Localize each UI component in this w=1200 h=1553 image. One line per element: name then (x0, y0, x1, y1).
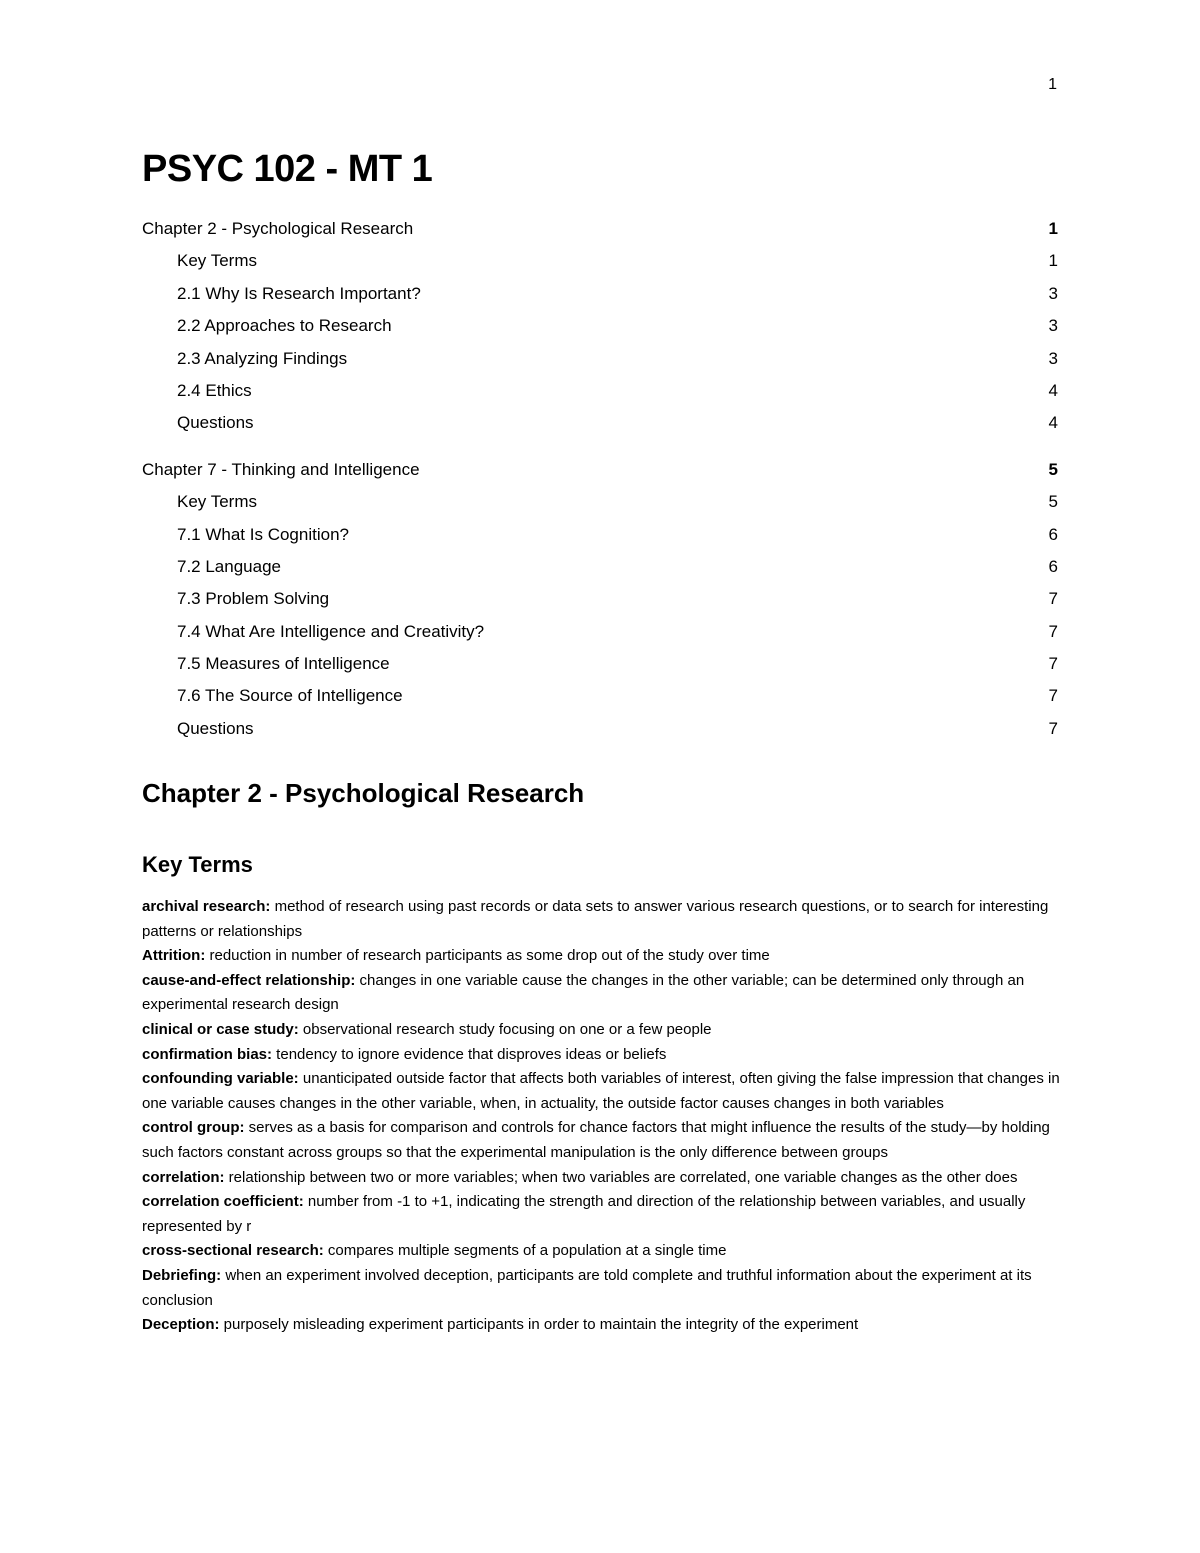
toc-section-entry[interactable] (142, 522, 1058, 554)
toc-entry-page: 7 (1048, 718, 1058, 738)
toc-section-entry[interactable] (142, 683, 1058, 715)
toc-entry-label: 2.2 Approaches to Research (177, 316, 392, 336)
key-term-definition: method of research using past records or data sets to answer various research questions, or to search for interesting patterns or relationships (142, 898, 1049, 940)
key-term-name: cause-and-effect relationship: (142, 971, 356, 989)
toc-entry-page: 7 (1048, 589, 1058, 609)
key-term-entry (142, 1067, 1062, 1116)
toc-section-entry[interactable] (142, 586, 1058, 618)
toc-entry-label: 7.2 Language (177, 556, 281, 576)
toc-entry-page: 5 (1048, 492, 1058, 512)
key-term-entry (142, 1166, 1062, 1191)
toc-section-entry[interactable] (142, 651, 1058, 683)
toc-section-entry[interactable] (142, 248, 1058, 280)
key-term-definition: compares multiple segments of a population at a single time (323, 1242, 727, 1260)
toc-entry-label: Key Terms (177, 492, 257, 512)
toc-section-entry[interactable] (142, 313, 1058, 345)
toc-section-entry[interactable] (142, 619, 1058, 651)
key-term-entry (142, 1190, 1062, 1239)
toc-entry-page: 3 (1048, 316, 1058, 336)
toc-group-gap (142, 443, 1058, 457)
toc-entry-page: 1 (1048, 219, 1058, 238)
toc-entry-page: 7 (1048, 621, 1058, 641)
key-term-definition: unanticipated outside factor that affects both variables of interest, often giving the false impression that changes in one variable causes changes in the other variable, when, in actuality, the outside factor causes changes in both variables (142, 1070, 1060, 1112)
toc-entry-label: 7.1 What Is Cognition? (177, 524, 349, 544)
key-term-name: correlation coefficient: (142, 1193, 304, 1211)
toc-entry-label: 2.3 Analyzing Findings (177, 348, 348, 368)
toc-chapter-entry[interactable] (142, 216, 1058, 248)
key-term-name: cross-sectional research: (142, 1242, 324, 1260)
key-term-name: correlation: (142, 1168, 225, 1186)
toc-entry-label: Questions (177, 718, 254, 738)
key-term-name: Debriefing: (142, 1266, 222, 1284)
key-term-entry (142, 895, 1062, 944)
key-term-name: confounding variable: (142, 1070, 299, 1088)
key-term-name: confirmation bias: (142, 1045, 273, 1063)
toc-entry-page: 5 (1048, 459, 1058, 479)
toc-entry-label: 7.6 The Source of Intelligence (177, 686, 403, 706)
key-term-entry (142, 1043, 1062, 1068)
toc-entry-page: 3 (1048, 348, 1058, 368)
key-term-name: Attrition: (142, 947, 206, 965)
document-title: PSYC 102 - MT 1 (142, 148, 433, 190)
key-term-definition: purposely misleading experiment participants in order to maintain the integrity of the experiment (219, 1316, 859, 1334)
key-term-name: archival research: (142, 898, 271, 915)
toc-section-entry[interactable] (142, 378, 1058, 410)
toc-entry-label: Chapter 2 - Psychological Research (142, 219, 414, 238)
toc-entry-page: 6 (1048, 556, 1058, 576)
toc-entry-label: 2.4 Ethics (177, 380, 252, 400)
key-term-entry (142, 944, 1062, 969)
toc-chapter-entry[interactable] (142, 457, 1058, 489)
key-term-definition: tendency to ignore evidence that disproves ideas or beliefs (272, 1045, 667, 1063)
toc-section-entry[interactable] (142, 281, 1058, 313)
toc-entry-page: 7 (1048, 654, 1058, 674)
key-term-entry (142, 1264, 1062, 1313)
toc-section-entry[interactable] (142, 489, 1058, 521)
toc-entry-page: 3 (1048, 283, 1058, 303)
key-term-definition: when an experiment involved deception, participants are told complete and truthful information about the experiment at its conclusion (142, 1266, 1032, 1309)
key-term-entry (142, 1116, 1062, 1165)
toc-section-entry[interactable] (142, 554, 1058, 586)
toc-entry-label: 7.5 Measures of Intelligence (177, 654, 390, 674)
key-terms-list (142, 895, 1062, 1338)
toc-entry-page: 4 (1048, 380, 1058, 400)
toc-entry-page: 1 (1048, 251, 1058, 271)
chapter-heading: Chapter 2 - Psychological Research (142, 778, 585, 808)
key-term-definition: relationship between two or more variables; when two variables are correlated, one variable changes as the other does (224, 1168, 1018, 1186)
key-term-name: control group: (142, 1119, 245, 1137)
key-term-entry (142, 1313, 1062, 1338)
toc-section-entry[interactable] (142, 410, 1058, 442)
key-term-definition: observational research study focusing on one or a few people (298, 1020, 712, 1038)
key-term-name: clinical or case study: (142, 1020, 299, 1038)
key-term-definition: serves as a basis for comparison and controls for chance factors that might influence the results of the study—by holding such factors constant across groups so that the experimental manipulation is the only difference between groups (142, 1119, 1050, 1161)
key-term-entry (142, 1018, 1062, 1043)
toc-entry-label: 7.3 Problem Solving (177, 589, 330, 609)
toc-entry-label: 7.4 What Are Intelligence and Creativity? (177, 621, 485, 641)
key-term-name: Deception: (142, 1316, 220, 1334)
toc-entry-page: 6 (1048, 524, 1058, 544)
table-of-contents (142, 216, 1058, 748)
key-term-definition: reduction in number of research participants as some drop out of the study over time (205, 947, 770, 965)
toc-section-entry[interactable] (142, 346, 1058, 378)
toc-section-entry[interactable] (142, 716, 1058, 748)
key-term-entry (142, 1239, 1062, 1264)
key-term-definition: number from -1 to +1, indicating the strength and direction of the relationship between variables, and usually represented by r (142, 1193, 1026, 1235)
toc-entry-page: 4 (1048, 413, 1058, 433)
page-number: 1 (1048, 76, 1057, 93)
toc-entry-page: 7 (1048, 686, 1058, 706)
toc-entry-label: Questions (177, 413, 254, 433)
toc-entry-label: Chapter 7 - Thinking and Intelligence (142, 459, 420, 479)
toc-entry-label: 2.1 Why Is Research Important? (177, 283, 421, 303)
toc-entry-label: Key Terms (177, 251, 257, 271)
key-term-entry (142, 969, 1062, 1018)
section-heading: Key Terms (142, 852, 253, 877)
key-term-definition: changes in one variable cause the changes in the other variable; can be determined only through an experimental research design (142, 971, 1025, 1014)
